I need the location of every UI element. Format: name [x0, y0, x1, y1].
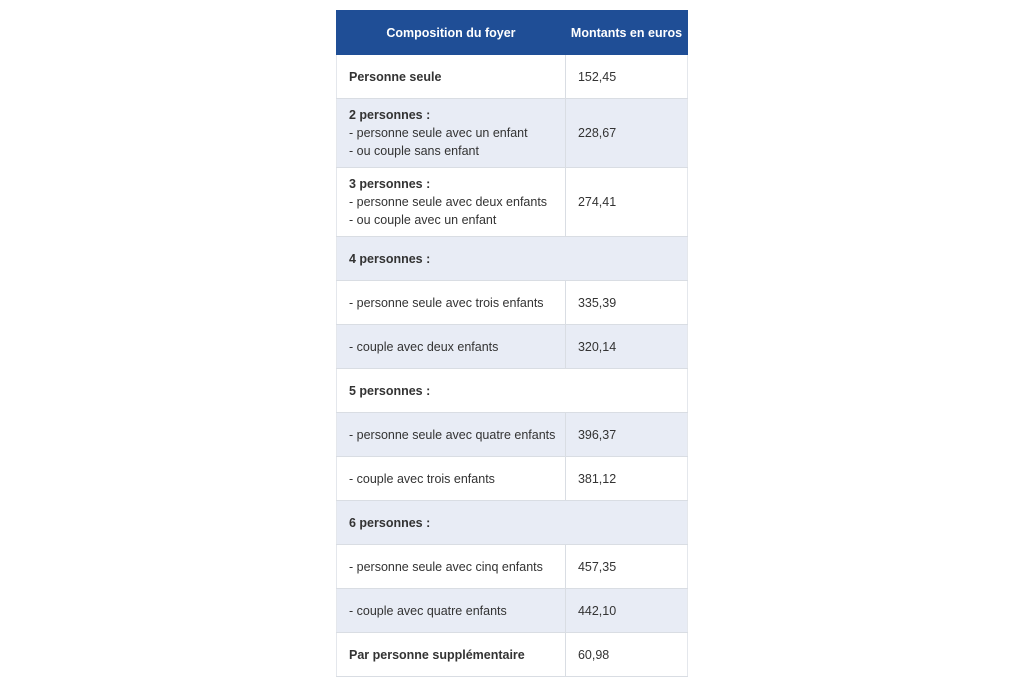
- table-row: [337, 281, 688, 325]
- composition-cell: [337, 168, 566, 237]
- amount-cell: 442,10: [565, 589, 687, 633]
- table-row: [337, 237, 688, 281]
- composition-cell: [337, 281, 566, 325]
- row-subline: - personne seule avec cinq enfants: [349, 559, 543, 574]
- amount-cell: 274,41: [565, 168, 687, 237]
- row-subline: - ou couple sans enfant: [349, 144, 479, 158]
- amount-cell: 381,12: [565, 457, 687, 501]
- row-subline: - couple avec quatre enfants: [349, 603, 507, 618]
- amount-cell: 152,45: [565, 55, 687, 99]
- table-row: [337, 168, 688, 237]
- row-heading: 6 personnes :: [349, 515, 431, 530]
- composition-cell: [337, 457, 566, 501]
- composition-cell: [337, 413, 566, 457]
- table-row: [337, 501, 688, 545]
- group-heading-cell: [337, 369, 688, 413]
- amount-cell: 228,67: [565, 99, 687, 168]
- row-subline: - couple avec trois enfants: [349, 471, 495, 486]
- row-subline: - ou couple avec un enfant: [349, 213, 497, 227]
- group-heading-cell: [337, 237, 688, 281]
- row-subline: - personne seule avec deux enfants: [349, 195, 548, 209]
- row-subline: - personne seule avec un enfant: [349, 126, 528, 140]
- row-heading: Personne seule: [349, 69, 442, 84]
- row-heading: Par personne supplémentaire: [349, 647, 525, 662]
- amounts-table: [336, 10, 688, 677]
- row-heading: 3 personnes :: [349, 177, 431, 191]
- table-row: [337, 325, 688, 369]
- header-amount: Montants en euros: [565, 11, 687, 55]
- row-heading: 5 personnes :: [349, 383, 431, 398]
- composition-cell: [337, 325, 566, 369]
- amount-cell: 457,35: [565, 545, 687, 589]
- amount-cell: 60,98: [565, 633, 687, 677]
- table-row: [337, 369, 688, 413]
- amount-cell: 396,37: [565, 413, 687, 457]
- table-row: [337, 457, 688, 501]
- table-row: [337, 633, 688, 677]
- amount-cell: 320,14: [565, 325, 687, 369]
- composition-cell: [337, 99, 566, 168]
- composition-cell: [337, 589, 566, 633]
- row-subline: - personne seule avec trois enfants: [349, 295, 544, 310]
- row-subline: - personne seule avec quatre enfants: [349, 427, 556, 442]
- composition-cell: [337, 545, 566, 589]
- group-heading-cell: [337, 501, 688, 545]
- composition-cell: [337, 55, 566, 99]
- table-row: [337, 55, 688, 99]
- row-subline: - couple avec deux enfants: [349, 339, 499, 354]
- composition-cell: [337, 633, 566, 677]
- table-row: [337, 545, 688, 589]
- table-header-row: [337, 11, 688, 55]
- row-heading: 4 personnes :: [349, 251, 431, 266]
- table-row: [337, 413, 688, 457]
- amount-cell: 335,39: [565, 281, 687, 325]
- header-composition: Composition du foyer: [337, 11, 566, 55]
- row-heading: 2 personnes :: [349, 108, 431, 122]
- table-row: [337, 589, 688, 633]
- table-row: [337, 99, 688, 168]
